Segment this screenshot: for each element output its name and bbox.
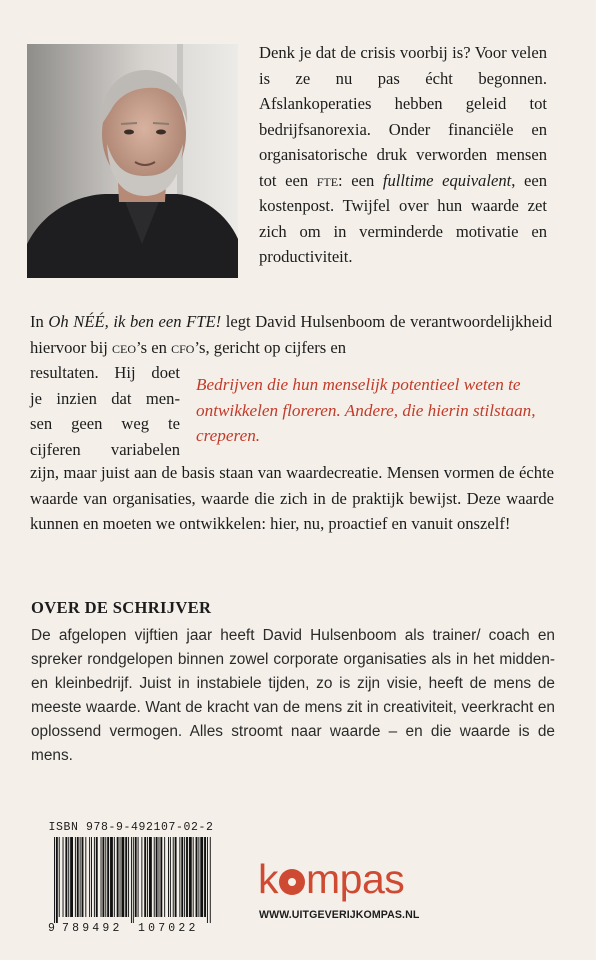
barcode-bar [63,837,64,917]
barcode-bar [179,837,180,917]
barcode-bar [117,837,119,917]
barcode-bar [147,837,148,917]
barcode-bars [48,837,214,923]
barcode-bar [128,837,129,917]
left-line: sen geen weg te [30,414,180,433]
main-text-1: legt David Hulsenboom de verantwoordelijkheid hiervoor bij [30,312,552,357]
about-text: De afgelopen vijftien jaar heeft David Hulsenboom als trainer/ coach en spreker rondgelopen binnen zowel corporate organisaties als in het midden- en kleinbedrijf. Juist in instabiele tijden, zo is zijn visie, heeft de mens de meeste waarde. Want de kracht van de mens zit in creativiteit, veerkracht en oplossend vermogen. Alles stroomt naar waarde – en die waarde is de mens. [31,627,555,764]
intro-text-3: , een kostenpost. Twijfel over hun waarde zet zich om in verminderde motivatie en productiviteit. [259,170,547,266]
barcode-bar [135,837,137,917]
fte-abbreviation: fte [316,170,339,190]
main-paragraph-top [30,309,552,360]
logo-text-start: k [258,856,278,902]
left-line: je inzien dat men- [30,388,180,408]
barcode-bar [133,837,134,923]
barcode-bar [160,837,162,917]
barcode-bar [149,837,152,917]
barcode-bar [56,837,58,923]
barcode-bar [156,837,158,917]
barcode-bar [207,837,208,923]
barcode-bar [91,837,92,917]
barcode-bar [107,837,109,917]
left-line: cijferen variabelen [30,439,180,459]
barcode-bar [70,837,73,917]
barcode-bar [121,837,124,917]
barcode-bar [77,837,79,917]
pull-quote: Bedrijven die hun menselijk potentieel weten te ontwikkelen floreren. Andere, die hierin stilstaan, creperen. [196,375,536,445]
barcode-digit-group-1: 789492 [62,922,123,935]
barcode-bar [80,837,81,917]
isbn-barcode [48,821,214,938]
intro-text-1: Denk je dat de crisis voorbij is? Voor velen is ze nu pas écht begonnen. Afslankoperaties hebben geleid tot bedrijfsanorexia. Onder financiële en organisatorische druk verworden mensen tot een [259,43,547,190]
barcode-bar [85,837,86,917]
barcode-bar [173,837,174,917]
barcode-bar [102,837,104,917]
cfo-abbreviation: cfo [171,337,195,357]
barcode-bar [186,837,188,917]
publisher-website[interactable]: WWW.UITGEVERIJKOMPAS.NL [259,909,420,921]
barcode-bar [181,837,183,917]
logo-eye-icon [279,869,305,895]
main-text-3: ’s, gericht op cijfers en [194,337,347,357]
barcode-bar [198,837,199,917]
barcode-bar [120,837,121,917]
barcode-bar [94,837,95,917]
logo-text-end: mpas [306,856,405,902]
barcode-bar [105,837,106,917]
barcode-bar [210,837,211,923]
barcode-bar [75,837,76,917]
intro-paragraph [259,40,547,270]
author-portrait [27,44,238,278]
barcode-bar [59,837,60,917]
barcode-bar [82,837,84,917]
left-line: resultaten. Hij doet [30,363,180,382]
barcode-digit-group-2: 107022 [138,922,199,935]
book-title: Oh NÉÉ, ik ben een FTE! [48,312,222,331]
barcode-bar [204,837,206,917]
barcode-digit-prefix: 9 [48,922,55,935]
barcode-bar [68,837,69,917]
author-photo [27,44,238,278]
barcode-bar [110,837,113,917]
barcode-bar [54,837,55,923]
isbn-label: ISBN 978-9-492107-02-2 [48,821,214,834]
barcode-bar [125,837,127,917]
main-paragraph-left-column [30,360,180,462]
main-text-2: ’s en [136,337,172,357]
barcode-bar [168,837,169,917]
barcode-bar [189,837,192,917]
intro-text-2: : een [338,170,383,190]
barcode-bar [193,837,194,917]
barcode-bar [141,837,142,917]
barcode-bar [131,837,132,923]
barcode-bar [184,837,185,917]
barcode-bar [101,837,102,917]
barcode-bar [89,837,90,917]
ceo-abbreviation: ceo [112,337,137,357]
barcode-bar [170,837,171,917]
barcode-bar [65,837,67,917]
fte-full-term: fulltime equivalent [382,170,512,190]
barcode-bar [144,837,146,917]
barcode-bar [114,837,115,917]
publisher-logo [258,856,404,903]
barcode-bar [196,837,198,917]
barcode-bar [96,837,98,917]
main-text-in: In [30,312,49,331]
barcode-bar [175,837,177,917]
barcode-bar [154,837,155,917]
main-paragraph-bottom: zijn, maar juist aan de basis staan van waardecreatie. Mensen vormen de échte waarde van organisaties, waarde die zich in de praktijk bewijst. Deze waarde kunnen en moeten we ontwikkelen: hier, nu, proactief en vanuit onszelf! [30,463,554,533]
barcode-bar [200,837,203,917]
barcode-bar [159,837,160,917]
about-heading: OVER DE SCHRIJVER [31,598,212,617]
barcode-bar [164,837,165,917]
barcode-bar [138,837,139,917]
